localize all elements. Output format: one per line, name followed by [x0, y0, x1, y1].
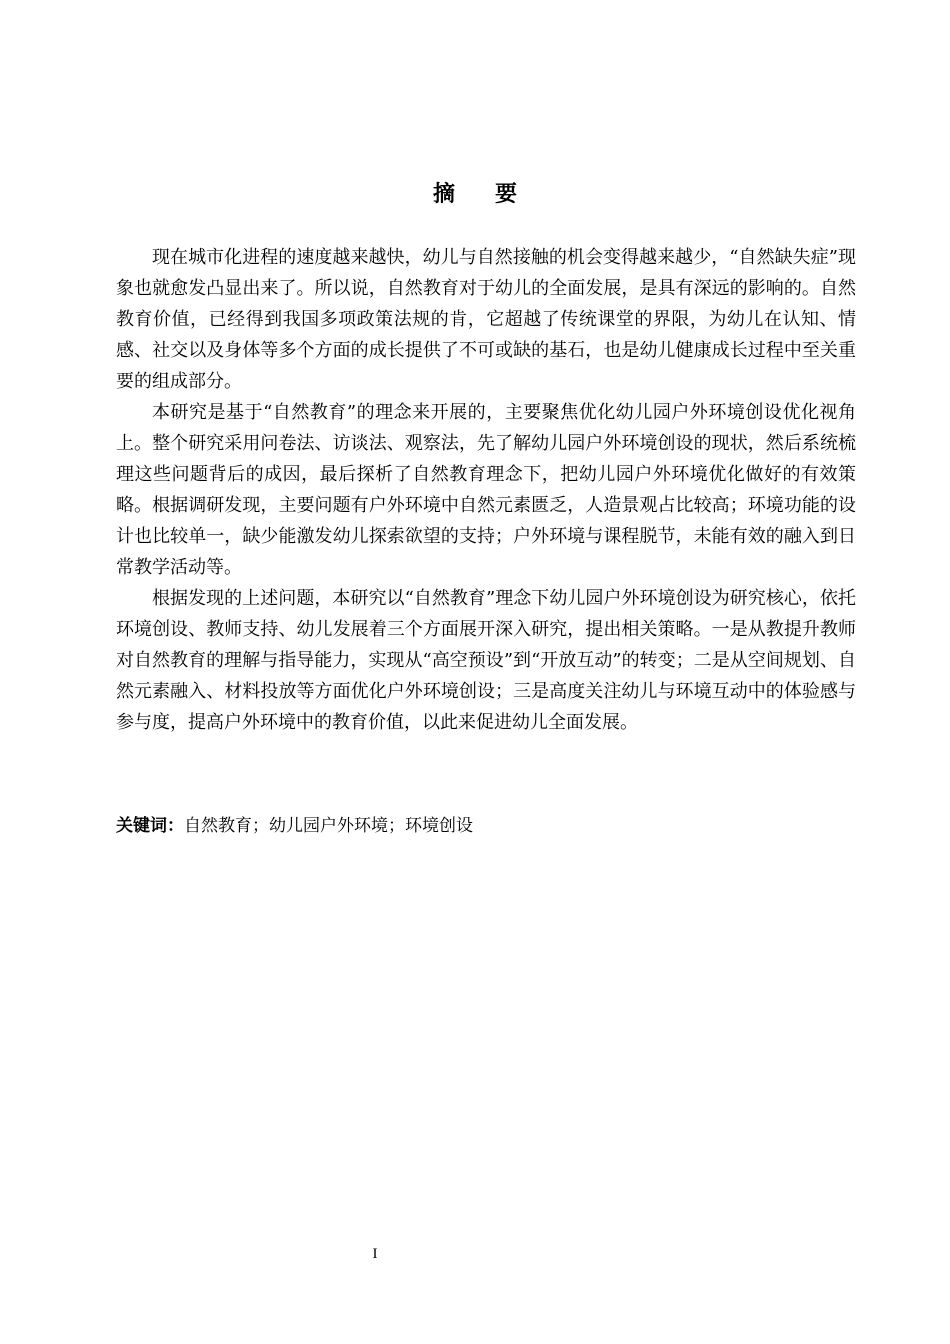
keywords-value: 自然教育；幼儿园户外环境；环境创设: [184, 816, 473, 836]
abstract-paragraph-2: 本研究是基于“自然教育”的理念来开展的，主要聚焦优化幼儿园户外环境创设优化视角上。整个研究采用问卷法、访谈法、观察法，先了解幼儿园户外环境创设的现状，然后系统梳理这些问题背后的成因，最后探析了自然教育理念下，把幼儿园户外环境优化做好的有效策略。根据调研发现，主要问题有户外环境中自然元素匮乏，人造景观占比较高；环境功能的设计也比较单一，缺少能激发幼儿探索欲望的支持；户外环境与课程脱节，未能有效的融入到日常教学活动等。: [116, 402, 856, 578]
keywords-label: 关键词：: [116, 816, 184, 836]
keywords-line: [116, 812, 856, 840]
abstract-paragraph-1: 现在城市化进程的速度越来越快，幼儿与自然接触的机会变得越来越少，“自然缺失症”现象也就愈发凸显出来了。所以说，自然教育对于幼儿的全面发展，是具有深远的影响的。自然教育价值，已经得到我国多项政策法规的肯，它超越了传统课堂的界限，为幼儿在认知、情感、社交以及身体等多个方面的成长提供了不可或缺的基石，也是幼儿健康成长过程中至关重要的组成部分。: [116, 247, 856, 392]
abstract-title: 摘要: [432, 182, 557, 207]
abstract-body: [116, 242, 856, 738]
page-number: I: [372, 1246, 378, 1262]
abstract-paragraph-3: 根据发现的上述问题，本研究以“自然教育”理念下幼儿园户外环境创设为研究核心，依托环境创设、教师支持、幼儿发展着三个方面展开深入研究，提出相关策略。一是从教提升教师对自然教育的理解与指导能力，实现从“高空预设”到“开放互动”的转变；二是从空间规划、自然元素融入、材料投放等方面优化户外环境创设；三是高度关注幼儿与环境互动中的体验感与参与度，提高户外环境中的教育价值，以此来促进幼儿全面发展。: [116, 588, 856, 733]
